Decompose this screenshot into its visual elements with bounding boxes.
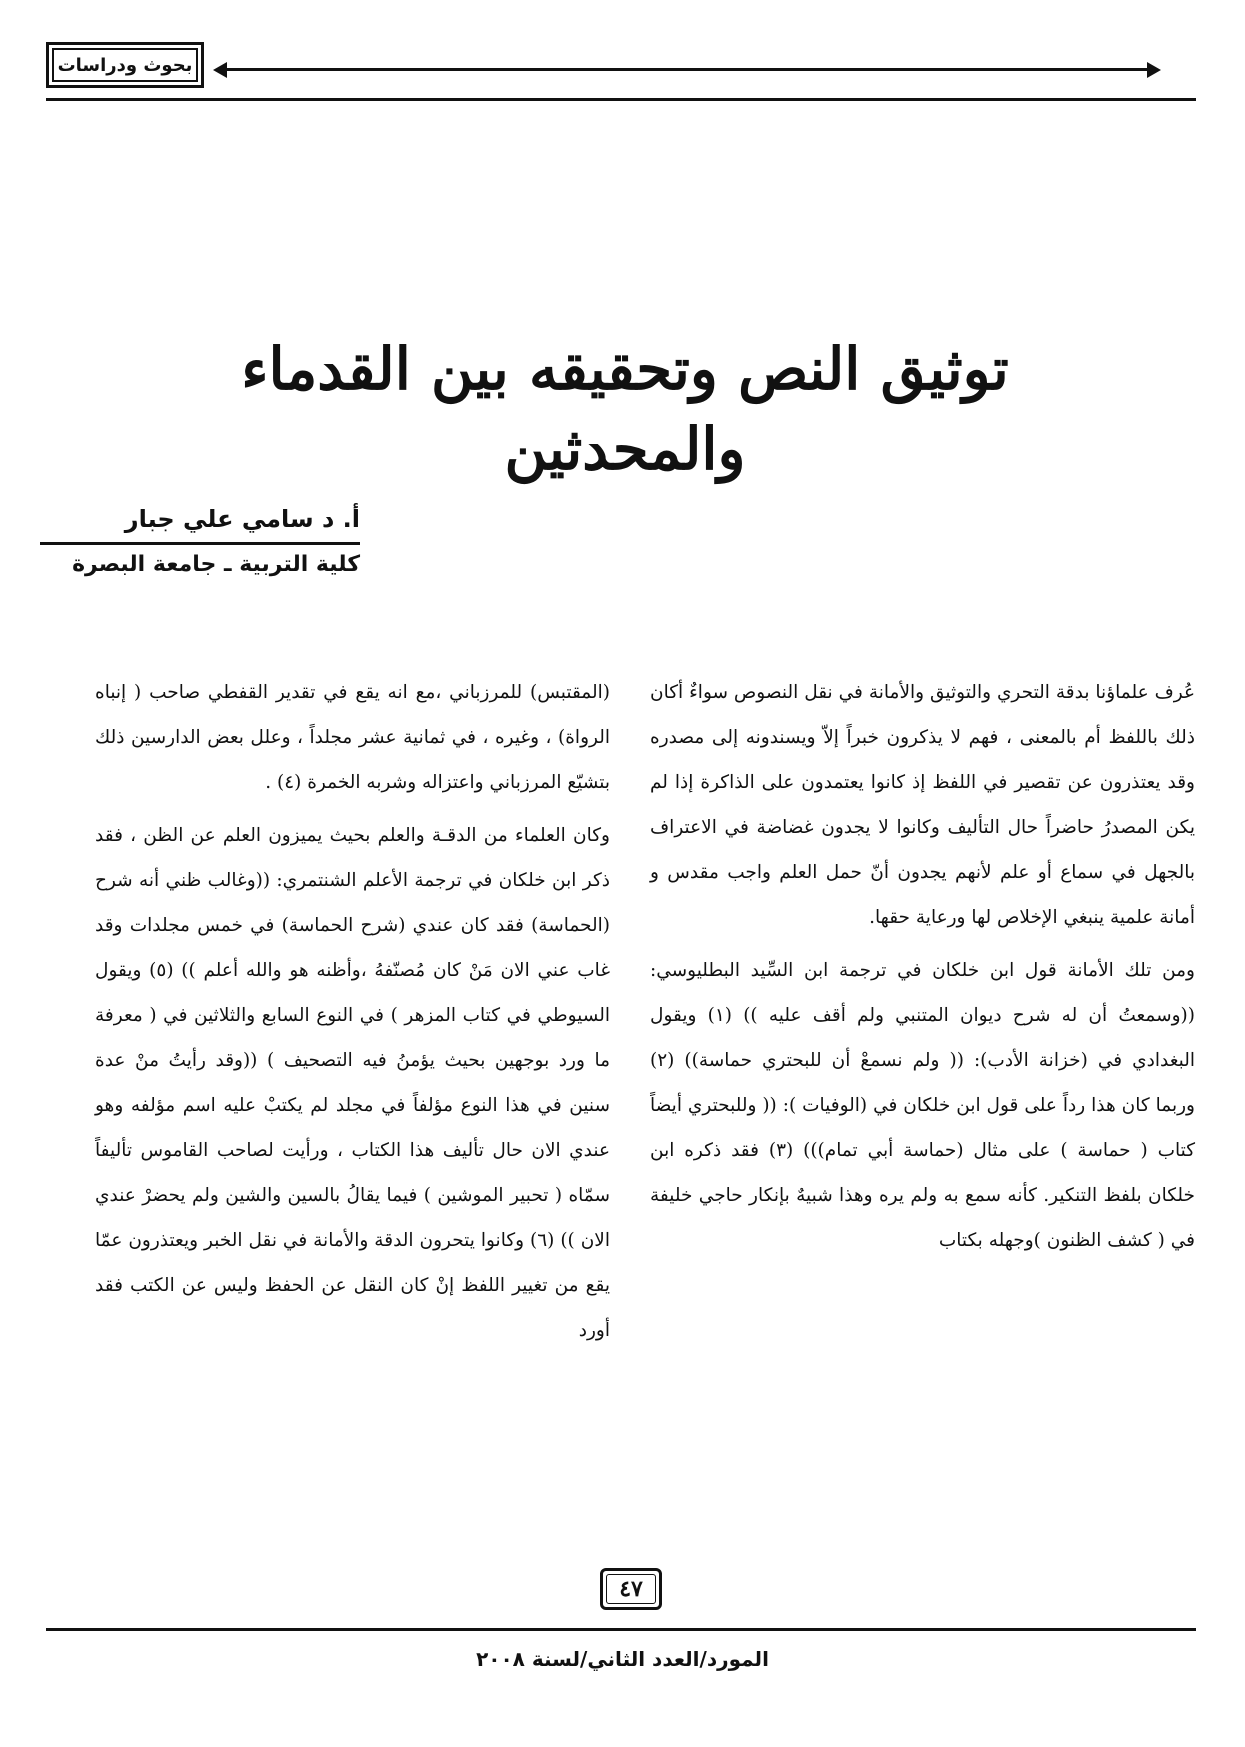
header-rule — [46, 98, 1196, 101]
double-arrow-icon — [213, 62, 1161, 78]
author-name: أ. د سامي علي جبار — [40, 500, 360, 545]
footer-rule — [46, 1628, 1196, 1631]
paragraph: (المقتبس) للمرزباني ،مع انه يقع في تقدير القفطي صاحب ( إنباه الرواة) ، وغيره ، في ثمانية عشر مجلداً ، وعلل بعض الدارسين ذلك بتشيّع المرزباني واعتزاله وشربه الخمرة (٤) . — [95, 682, 610, 793]
article-title: توثيق النص وتحقيقه بين القدماء والمحدثين — [241, 334, 1009, 483]
page-number-box — [600, 1568, 662, 1610]
footer-citation: المورد/العدد الثاني/لسنة ٢٠٠٨ — [476, 1647, 769, 1671]
arrow-right-icon — [1147, 62, 1161, 78]
section-badge — [46, 42, 204, 88]
section-label: بحوث ودراسات — [52, 48, 198, 82]
page-number: ٤٧ — [606, 1574, 656, 1604]
body-column-left — [95, 670, 610, 1353]
arrow-line — [223, 68, 1151, 71]
body-column-right — [650, 670, 1195, 1263]
author-block — [40, 500, 360, 585]
paragraph: عُرف علماؤنا بدقة التحري والتوثيق والأمانة في نقل النصوص سواءٌ أكان ذلك باللفظ أم بالمعنى ، فهم لا يذكرون خبراً إلاّ ويسندونه إلى مصدره وقد يعتذرون عن تقصير في اللفظ إذ كانوا يعتمدون على الذاكرة إذا لم يكن المصدرُ حاضراً حال التأليف وكانوا لا يجدون غضاضة في الاعتراف بالجهل في سماع أو علم لأنهم يجدون أنّ حمل العلم واجب مقدس و أمانة علمية ينبغي الإخلاص لها ورعاية حقها. — [650, 682, 1195, 928]
paragraph: ومن تلك الأمانة قول ابن خلكان في ترجمة ابن السِّيد البطليوسي: ((وسمعتُ أن له شرح ديوان المتنبي ولم أقف عليه )) (١) ويقول البغدادي في (خزانة الأدب): (( ولم نسمعْ أن للبحتري حماسة)) (٢) وربما كان هذا رداً على قول ابن خلكان في (الوفيات ): (( وللبحتري أيضاً كتاب ( حماسة ) على مثال (حماسة أبي تمام))) (٣) فقد ذكره ابن خلكان بلفظ التنكير. كأنه سمع به ولم يره وهذا شبيهٌ بإنكار حاجي خليفة في ( كشف الظنون )وجهله بكتاب — [650, 960, 1196, 1251]
paragraph: وكان العلماء من الدقـة والعلم بحيث يميزون العلم عن الظن ، فقد ذكر ابن خلكان في ترجمة الأعلم الشنتمري: ((وغالب ظني أنه شرح (الحماسة) فقد كان عندي (شرح الحماسة) في خمس مجلدات وقد غاب عني الان مَنْ كان مُصنّفهُ ،وأظنه هو والله أعلم )) (٥) ويقول السيوطي في كتاب المزهر ) في النوع السابع والثلاثين في ( معرفة ما ورد بوجهين بحيث يؤمنُ فيه التصحيف ) ((وقد رأيتُ منْ عدة سنين في هذا النوع مؤلفاً في مجلد لم يكتبْ عليه اسم مؤلفه وهو عندي الان حال تأليف هذا الكتاب ، ورأيت لصاحب القاموس تأليفاً سمّاه ( تحبير الموشين ) فيما يقالُ بالسين والشين ولم يحضرْ عندي الان )) (٦) وكانوا يتحرون الدقة والأمانة في نقل الخبر ويعتذرون عمّا يقع من تغيير اللفظ إنْ كان النقل عن الحفظ وليس عن الكتب فقد أورد — [95, 825, 610, 1341]
author-affiliation: كلية التربية ـ جامعة البصرة — [72, 552, 360, 577]
